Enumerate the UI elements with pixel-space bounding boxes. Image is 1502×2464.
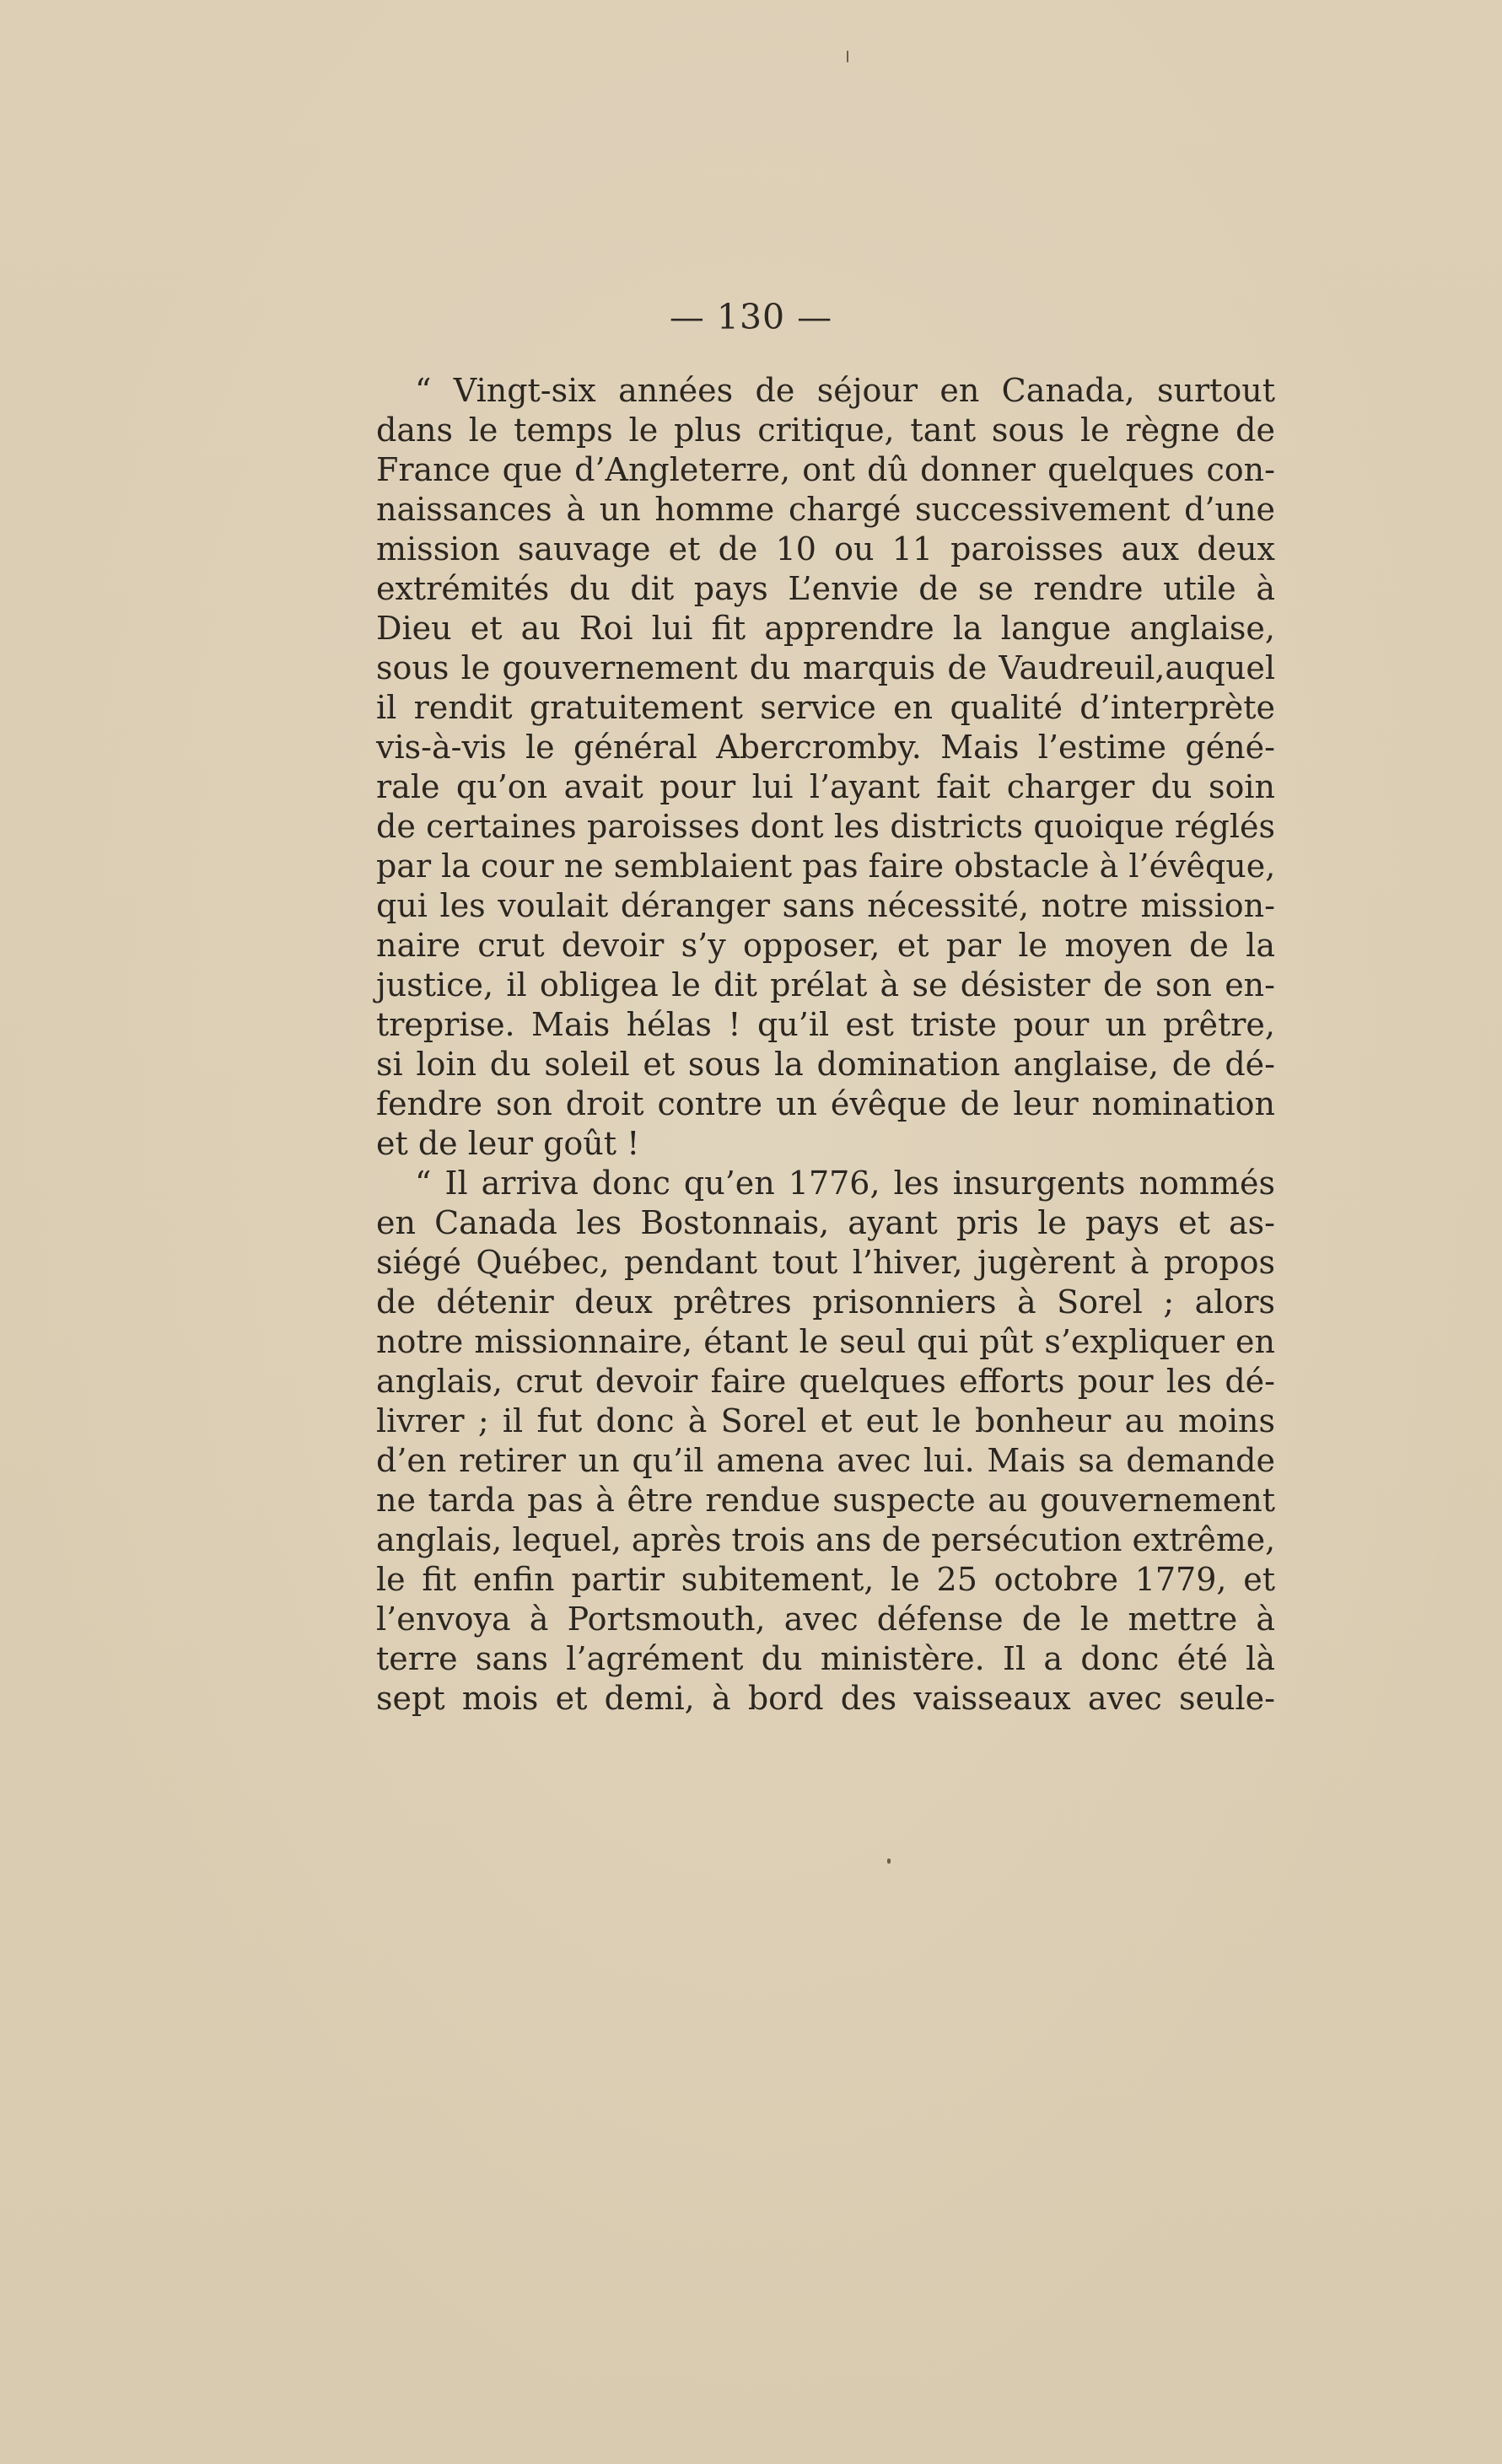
text-line: par la cour ne semblaient pas faire obstacle à l’évêque, <box>376 847 1276 885</box>
text-line: livrer ; il fut donc à Sorel et eut le bonheur au moins <box>376 1402 1275 1439</box>
page-number: — 130 — <box>669 297 833 337</box>
text-line: de certaines paroisses dont les districts quoique réglés <box>376 808 1275 845</box>
text-line: fendre son droit contre un évêque de leur nomination <box>376 1085 1275 1122</box>
text-line: rale qu’on avait pour lui l’ayant fait charger du soin <box>376 768 1275 805</box>
text-line: extrémités du dit pays L’envie de se rendre utile à <box>376 570 1275 607</box>
text-line: terre sans l’agrément du ministère. Il a donc été là <box>376 1640 1275 1677</box>
text-line: d’en retirer un qu’il amena avec lui. Mais sa demande <box>376 1442 1275 1479</box>
paper-speck <box>847 51 848 62</box>
text-line: Dieu et au Roi lui fit apprendre la langue anglaise, <box>376 610 1275 647</box>
text-line: sept mois et demi, à bord des vaisseaux avec seule- <box>376 1680 1275 1717</box>
paper-speck <box>887 1859 891 1864</box>
text-line: et de leur goût ! <box>376 1125 640 1162</box>
text-line: ne tarda pas à être rendue suspecte au gouvernement <box>376 1482 1275 1519</box>
text-line: dans le temps le plus critique, tant sous le règne de <box>376 412 1275 449</box>
text-line: de détenir deux prêtres prisonniers à Sorel ; alors <box>376 1283 1275 1321</box>
text-line: en Canada les Bostonnais, ayant pris le pays et as- <box>376 1204 1275 1241</box>
text-line: “ Vingt-six années de séjour en Canada, surtout <box>415 372 1275 409</box>
text-line: mission sauvage et de 10 ou 11 paroisses aux deux <box>376 530 1275 568</box>
text-line: qui les voulait déranger sans nécessité, notre mission- <box>376 887 1275 924</box>
text-line: vis-à-vis le général Abercromby. Mais l’estime géné- <box>376 729 1275 766</box>
text-line: anglais, lequel, après trois ans de persécution extrême, <box>376 1521 1276 1558</box>
text-line: le fit enfin partir subitement, le 25 octobre 1779, et <box>376 1561 1275 1598</box>
text-line: France que d’Angleterre, ont dû donner quelques con- <box>376 451 1275 488</box>
text-line: siégé Québec, pendant tout l’hiver, jugèrent à propos <box>376 1244 1275 1281</box>
text-line: “ Il arriva donc qu’en 1776, les insurgents nommés <box>415 1165 1275 1202</box>
text-line: notre missionnaire, étant le seul qui pût s’expliquer en <box>376 1323 1275 1360</box>
text-line: il rendit gratuitement service en qualité d’interprète <box>376 689 1275 726</box>
text-line: si loin du soleil et sous la domination anglaise, de dé- <box>376 1046 1275 1083</box>
body-text <box>376 371 1275 1719</box>
text-line: justice, il obligea le dit prélat à se désister de son en- <box>376 966 1275 1003</box>
text-line: naissances à un homme chargé successivement d’une <box>376 491 1275 528</box>
text-line: l’envoya à Portsmouth, avec défense de le mettre à <box>376 1601 1275 1638</box>
text-line: sous le gouvernement du marquis de Vaudreuil,auquel <box>376 649 1275 686</box>
text-line: naire crut devoir s’y opposer, et par le moyen de la <box>376 927 1275 964</box>
text-line: treprise. Mais hélas ! qu’il est triste pour un prêtre, <box>376 1006 1275 1043</box>
text-line: anglais, crut devoir faire quelques efforts pour les dé- <box>376 1363 1275 1400</box>
